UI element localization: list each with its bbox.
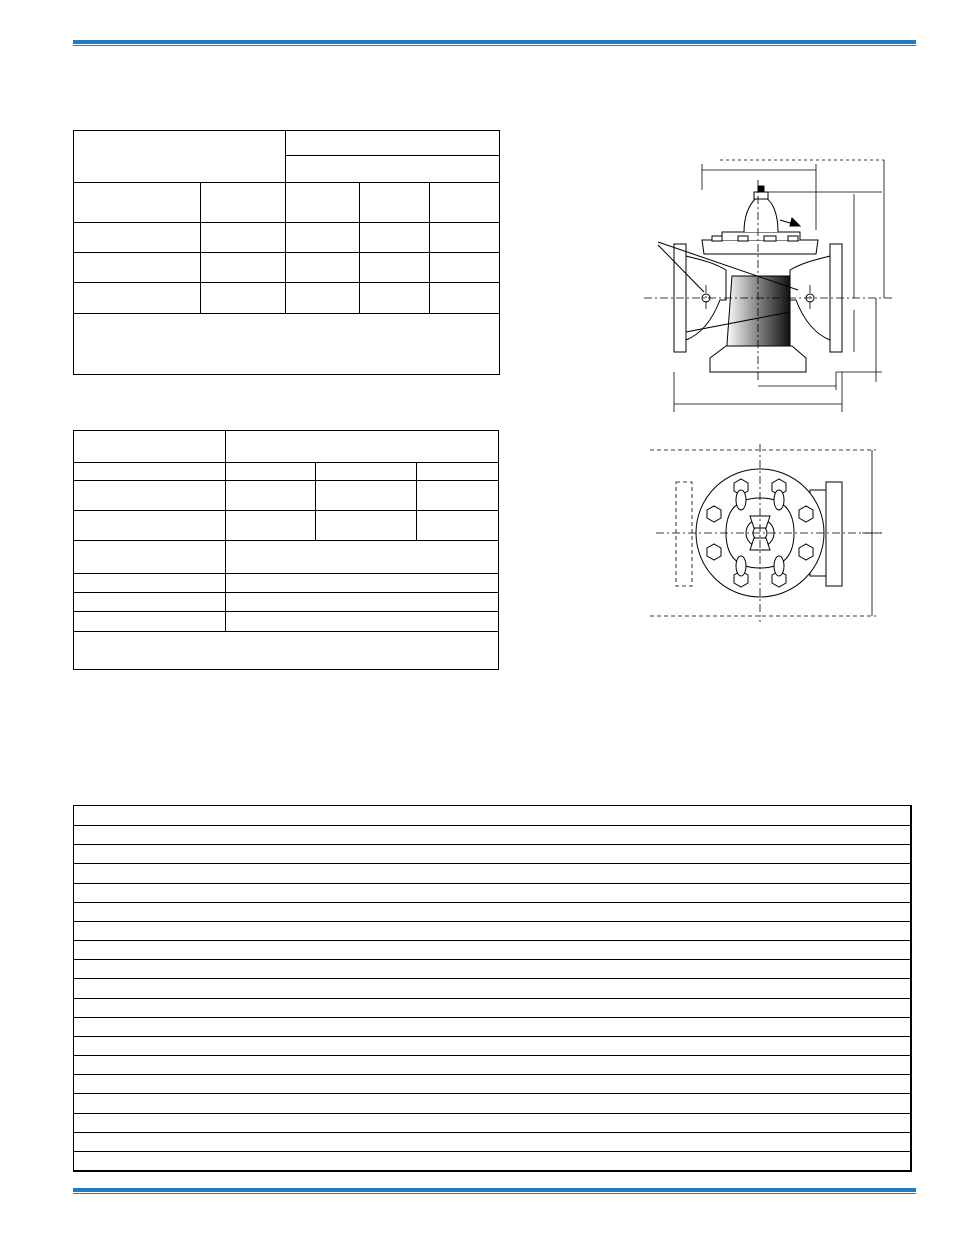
valve-side-view-drawing [640,150,900,420]
parts-list-table [73,805,912,1172]
table-row [74,1093,910,1094]
table-row [74,1132,910,1133]
top-rule [73,40,916,44]
table-row [74,1036,910,1037]
table-row [74,863,910,864]
table-row [74,1074,910,1075]
valve-end-view-drawing [650,440,890,625]
table-row [74,844,910,845]
table-row [74,1151,910,1152]
table-row [74,959,910,960]
dimensions-table [73,130,500,375]
table-row [74,1017,910,1018]
table-row [74,940,910,941]
table-row [74,902,910,903]
table-row [74,1055,910,1056]
table-row [74,1113,910,1114]
specifications-table [73,430,499,670]
table-row [74,921,910,922]
table-row [74,998,910,999]
table-row [74,883,910,884]
table-row [74,978,910,979]
table-row [74,825,910,826]
bottom-rule [73,1188,916,1192]
